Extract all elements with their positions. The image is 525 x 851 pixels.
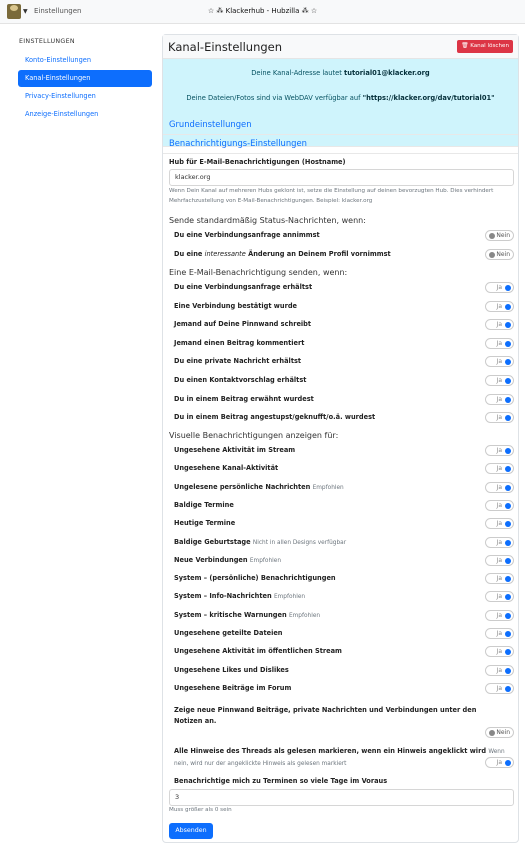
- row-label: Du einen Kontaktvorschlag erhältst: [174, 376, 307, 384]
- toggle-label: Ja: [496, 302, 502, 310]
- sidebar-heading: EINSTELLUNGEN: [19, 38, 75, 45]
- notification-toggle[interactable]: [485, 319, 514, 330]
- toggle-label: Nein: [496, 251, 510, 258]
- row-label: Du eine interessante Änderung an Deinem Profil vornimmst: [174, 250, 391, 258]
- toggle-label: Ja: [496, 465, 502, 473]
- toggle-label: Ja: [496, 501, 502, 509]
- toggle-label: Ja: [496, 447, 502, 454]
- pinnwand-toggle[interactable]: Nein: [485, 727, 514, 738]
- toggle-label: Ja: [496, 414, 502, 422]
- notification-toggle[interactable]: [485, 500, 514, 511]
- mark-read-text: Alle Hinweise des Threads als gelesen markieren, wenn ein Hinweis angeklickt wird: [174, 747, 487, 755]
- toggle-knob: [505, 397, 511, 403]
- group-visual: Visuelle Benachrichtigungen anzeigen für:: [169, 431, 339, 440]
- days-input[interactable]: 3: [169, 789, 514, 806]
- toggle-label: Ja: [496, 395, 502, 403]
- section-basic[interactable]: Grundeinstellungen: [169, 119, 252, 129]
- webdav-prefix: Deine Dateien/Fotos sind via WebDAV verfügbar auf: [186, 94, 363, 102]
- days-help: Muss größer als 0 sein: [169, 807, 232, 813]
- channel-settings-panel: [162, 34, 519, 843]
- mark-read-hint: Wenn nein, wird nur der angeklickte Hinweis als gelesen markiert: [174, 749, 505, 767]
- page-title: Kanal-Einstellungen: [168, 40, 283, 54]
- toggle-knob: [505, 631, 511, 637]
- sidebar-item-privacy[interactable]: Privacy-Einstellungen: [25, 92, 96, 100]
- row-label: Baldige Geburtstage Nicht in allen Designs verfügbar: [174, 537, 347, 546]
- submit-button[interactable]: Absenden: [169, 823, 213, 839]
- days-label: Benachrichtige mich zu Terminen so viele Tage im Voraus: [174, 777, 388, 785]
- email-row: [174, 316, 514, 332]
- group-email: Eine E-Mail-Benachrichtigung senden, wenn:: [169, 268, 348, 277]
- email-row: [174, 391, 514, 407]
- email-row: [174, 353, 514, 369]
- toggle-label: Ja: [496, 648, 502, 656]
- notification-toggle[interactable]: [485, 683, 514, 694]
- row-label: Du in einem Beitrag angestupst/geknufft/o.ä. wurdest: [174, 413, 376, 422]
- notification-toggle[interactable]: [485, 412, 514, 423]
- toggle-label: Ja: [496, 630, 502, 637]
- visual-row: [174, 497, 514, 513]
- chevron-down-icon[interactable]: ▼: [23, 8, 28, 15]
- toggle-label: Ja: [496, 593, 502, 601]
- row-label: Du in einem Beitrag erwähnt wurdest: [174, 394, 314, 403]
- row-label: Baldige Termine: [174, 500, 234, 509]
- notification-toggle[interactable]: [485, 375, 514, 386]
- notification-toggle[interactable]: [485, 301, 514, 312]
- visual-row: [174, 643, 514, 659]
- toggle-knob: [505, 686, 511, 692]
- notification-toggle[interactable]: [485, 610, 514, 621]
- toggle-knob: [489, 252, 495, 258]
- channel-address: tutorial01@klacker.org: [344, 69, 430, 77]
- toggle-label: Ja: [496, 321, 502, 329]
- webdav-url: "https://klacker.org/dav/tutorial01": [362, 94, 495, 102]
- notification-toggle[interactable]: [485, 230, 514, 241]
- toggle-knob: [505, 558, 511, 564]
- row-label: System – Info-Nachrichten Empfohlen: [174, 592, 306, 601]
- row-label: Ungesehene Likes und Dislikes: [174, 665, 289, 674]
- visual-row: [174, 534, 514, 550]
- notification-toggle[interactable]: [485, 394, 514, 405]
- row-label: System – (persönliche) Benachrichtigungen: [174, 574, 336, 583]
- row-label: System – kritische Warnungen Empfohlen: [174, 610, 321, 619]
- notification-toggle[interactable]: [485, 463, 514, 474]
- row-label: Ungesehene Aktivität im Stream: [174, 446, 296, 454]
- toggle-label: Ja: [496, 666, 502, 674]
- visual-row: [174, 625, 514, 641]
- toggle-label: Ja: [496, 520, 502, 528]
- toggle-label: Ja: [496, 377, 502, 384]
- visual-row: [174, 460, 514, 476]
- visual-row: [174, 515, 514, 531]
- row-label: Ungesehene Kanal-Aktivität: [174, 464, 279, 473]
- toggle-label: Ja: [496, 611, 502, 619]
- row-label: Jemand einen Beitrag kommentiert: [174, 338, 305, 347]
- toggle-knob: [505, 415, 511, 421]
- email-row: [174, 279, 514, 295]
- notification-toggle[interactable]: [485, 356, 514, 367]
- toggle-label: Ja: [496, 339, 502, 347]
- toggle-label: Ja: [496, 538, 502, 546]
- toggle-knob: [505, 594, 511, 600]
- toggle-label: Ja: [496, 483, 502, 491]
- toggle-knob: [505, 576, 511, 582]
- notification-toggle[interactable]: [485, 482, 514, 493]
- toggle-label: Ja: [496, 358, 502, 366]
- notification-toggle[interactable]: [485, 518, 514, 529]
- mark-read-label: [174, 746, 519, 770]
- section-title: Einstellungen: [34, 7, 82, 15]
- status-row: [174, 246, 514, 262]
- section-notifications[interactable]: Benachrichtigungs-Einstellungen: [169, 138, 307, 148]
- row-label: Ungesehene Aktivität im öffentlichen Stream: [174, 647, 342, 656]
- toggle-knob: [505, 521, 511, 527]
- info-alert: [163, 59, 518, 146]
- status-row: [174, 227, 514, 243]
- toggle-label: Ja: [496, 684, 502, 692]
- toggle-knob: [505, 448, 511, 454]
- toggle-label: Ja: [496, 556, 502, 564]
- row-label: Eine Verbindung bestätigt wurde: [174, 301, 298, 310]
- site-title: ☆ ⁂ Klackerhub - Hubzilla ⁂ ☆: [207, 7, 318, 15]
- sidebar-item-display[interactable]: Anzeige-Einstellungen: [25, 110, 99, 118]
- notification-toggle[interactable]: [485, 282, 514, 293]
- notification-toggle[interactable]: [485, 591, 514, 602]
- notification-toggle[interactable]: [485, 646, 514, 657]
- notification-toggle[interactable]: [485, 445, 514, 456]
- delete-channel-button[interactable]: 🗑 Kanal löschen: [457, 40, 513, 53]
- notification-toggle[interactable]: [485, 537, 514, 548]
- visual-row: [174, 662, 514, 678]
- toggle-label: Nein: [496, 232, 510, 239]
- notification-toggle[interactable]: [485, 249, 514, 260]
- notification-toggle[interactable]: [485, 628, 514, 639]
- toggle-label: Ja: [496, 575, 502, 583]
- row-label: Du eine Verbindungsanfrage annimmst: [174, 231, 320, 239]
- visual-row: [174, 607, 514, 623]
- hub-label: Hub für E-Mail-Benachrichtigungen (Hostname): [169, 158, 346, 166]
- notification-toggle[interactable]: [485, 665, 514, 676]
- visual-row: [174, 588, 514, 604]
- row-label: Ungelesene persönliche Nachrichten Empfohlen: [174, 482, 344, 491]
- toggle-knob: [505, 322, 511, 328]
- pinnwand-notes-label: Zeige neue Pinnwand Beiträge, private Nachrichten und Verbindungen unter den Notizen an.: [174, 706, 477, 725]
- toggle-knob: [505, 304, 511, 310]
- toggle-knob: [505, 341, 511, 347]
- notification-toggle[interactable]: [485, 573, 514, 584]
- toggle-knob: [489, 233, 495, 239]
- email-row: [174, 409, 514, 425]
- toggle-knob: [505, 668, 511, 674]
- row-label: Du eine Verbindungsanfrage erhältst: [174, 283, 313, 291]
- address-prefix: Deine Kanal-Adresse lautet: [251, 69, 344, 77]
- toggle-knob: [505, 540, 511, 546]
- visual-row: [174, 680, 514, 696]
- mark-read-toggle[interactable]: Ja: [485, 757, 514, 768]
- toggle-label: Ja: [496, 284, 502, 291]
- toggle-knob: [505, 466, 511, 472]
- toggle-knob: [505, 359, 511, 365]
- row-label: Jemand auf Deine Pinnwand schreibt: [174, 320, 312, 329]
- email-row: [174, 372, 514, 388]
- settings-sidebar: [18, 34, 152, 124]
- sidebar-item-account[interactable]: Konto-Einstellungen: [25, 56, 92, 64]
- row-label: Neue Verbindungen Empfohlen: [174, 555, 281, 564]
- email-row: [174, 335, 514, 351]
- top-navbar: [0, 0, 525, 24]
- row-label: Heutige Termine: [174, 519, 236, 528]
- sidebar-item-channel[interactable]: Kanal-Einstellungen: [18, 70, 152, 87]
- visual-row: [174, 552, 514, 568]
- row-label: Ungesehene geteilte Dateien: [174, 629, 283, 637]
- hub-help: Wenn Dein Kanal auf mehreren Hubs geklont ist, setze die Einstellung auf deinen bevorzugten Hub. Dies verhindert Mehrfachzustellung von E-Mail-Benachrichtigungen. Beispiel: klacker.org: [169, 188, 494, 204]
- toggle-knob: [505, 613, 511, 619]
- group-status: Sende standardmäßig Status-Nachrichten, wenn:: [169, 216, 366, 225]
- toggle-knob: [505, 649, 511, 655]
- visual-row: [174, 479, 514, 495]
- visual-row: [174, 570, 514, 586]
- toggle-knob: [505, 485, 511, 491]
- panel-header: [163, 35, 518, 59]
- toggle-knob: [505, 503, 511, 509]
- notification-toggle[interactable]: [485, 555, 514, 566]
- notification-toggle[interactable]: [485, 338, 514, 349]
- row-label: Du eine private Nachricht erhältst: [174, 357, 302, 366]
- email-row: [174, 298, 514, 314]
- toggle-knob: [505, 378, 511, 384]
- toggle-knob: [505, 285, 511, 291]
- delete-label: Kanal löschen: [470, 43, 509, 49]
- visual-row: [174, 442, 514, 458]
- row-label: Ungesehene Beiträge im Forum: [174, 683, 292, 692]
- hub-input[interactable]: klacker.org: [169, 169, 514, 186]
